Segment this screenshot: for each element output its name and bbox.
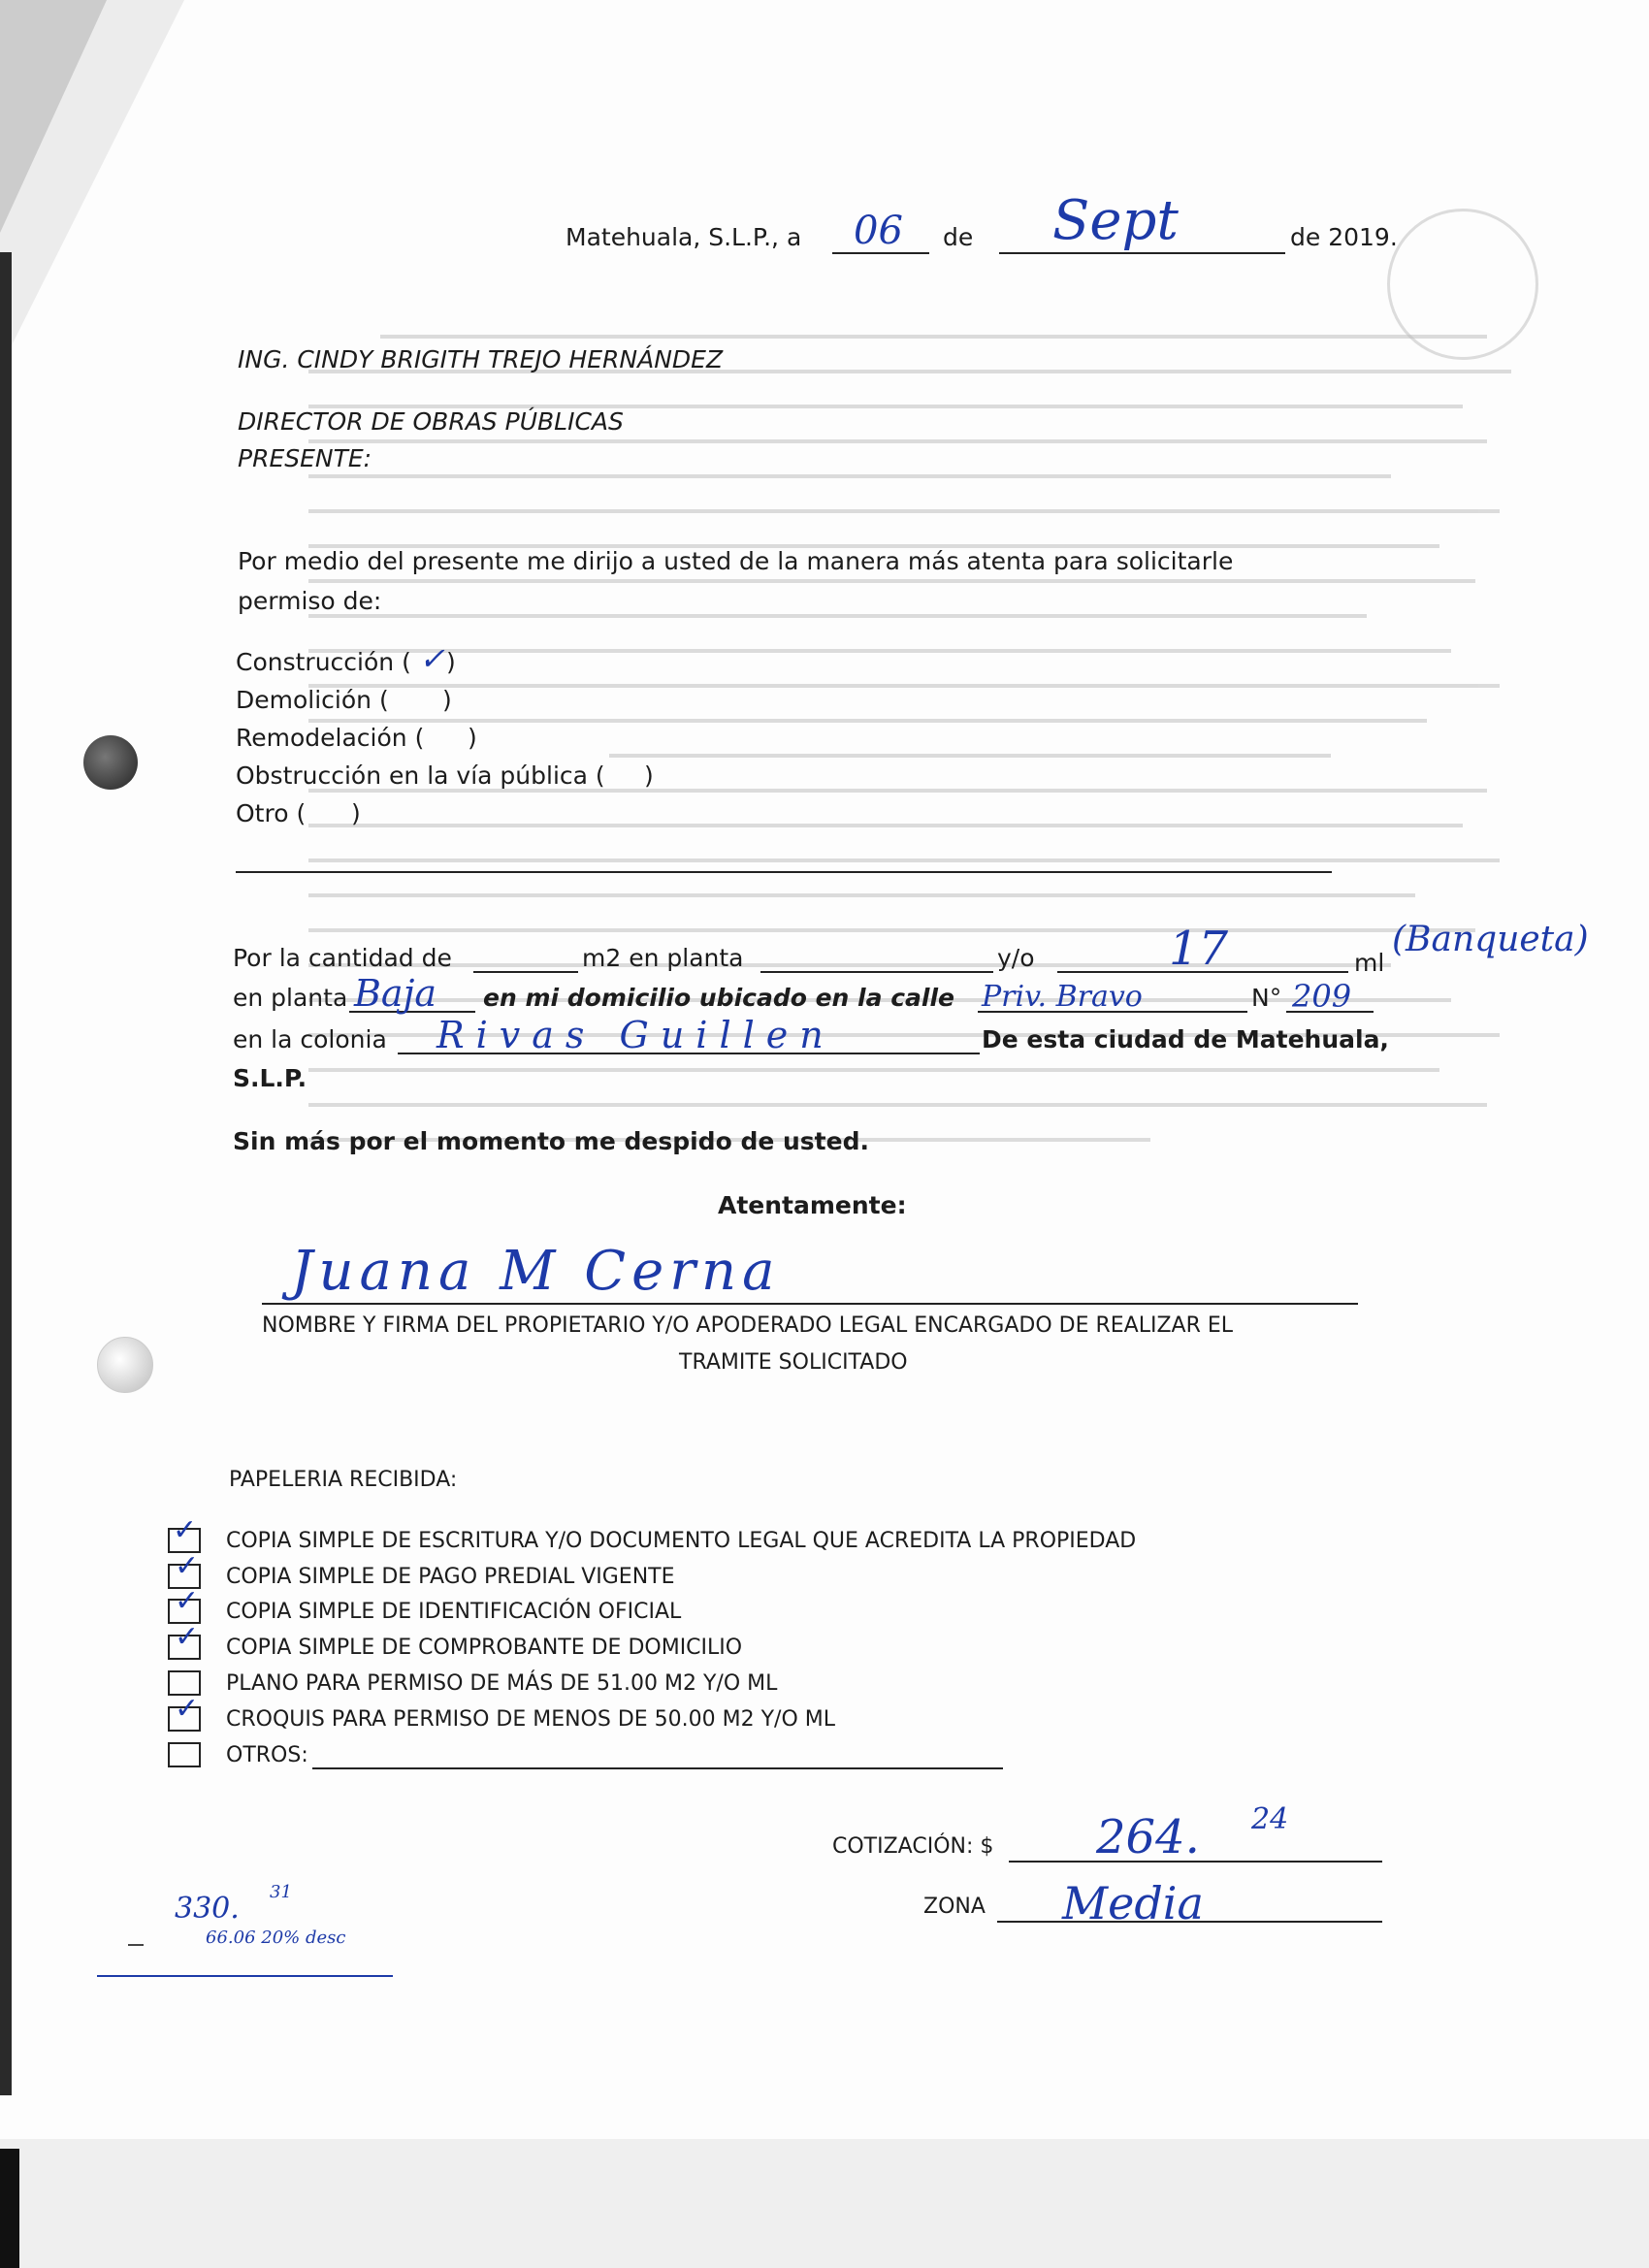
closing-atentamente: Atentamente: [718,1191,907,1219]
intro-line2: permiso de: [238,587,382,615]
option-otro-label: Otro ( [236,799,307,827]
cotizacion-label: COTIZACIÓN: $ [832,1834,994,1859]
quantity-en-planta: en planta [233,984,348,1012]
colonia-label: en la colonia [233,1025,387,1053]
colonia-value: Rivas Guillen [436,1014,835,1056]
papeleria-item-identificacion: COPIA SIMPLE DE IDENTIFICACIÓN OFICIAL [226,1600,682,1624]
note-amount-cents: 31 [270,1882,292,1902]
zona-value: Media [1062,1877,1204,1929]
quantity-m2: m2 en planta [582,944,744,972]
addressee-presente: PRESENTE: [238,444,372,472]
calle-value: Priv. Bravo [982,980,1143,1014]
papeleria-item-domicilio: COPIA SIMPLE DE COMPROBANTE DE DOMICILIO [226,1636,743,1660]
option-construccion-label: Construcción ( [236,648,411,676]
quantity-slp: S.L.P. [233,1064,307,1092]
firma-line2: TRAMITE SOLICITADO [679,1350,908,1375]
addressee-title: DIRECTOR DE OBRAS PÚBLICAS [238,407,624,436]
page-fold [0,0,184,369]
check-mark-identificacion: ✓ [175,1584,200,1618]
option-remodelacion-close: ) [468,724,477,752]
month-value: Sept [1052,189,1179,252]
papeleria-item-otros: OTROS: [226,1743,308,1767]
planta-line [760,971,993,973]
check-mark-domicilio: ✓ [175,1620,200,1654]
numero-label: N° [1251,984,1282,1012]
header-de: de [943,223,974,251]
papeleria-item-plano: PLANO PARA PERMISO DE MÁS DE 51.00 M2 Y/O ML [226,1671,778,1696]
punch-hole-bottom [97,1337,153,1393]
header-place: Matehuala, S.L.P., a [566,223,802,251]
option-construccion-mark: ✓ [419,640,445,677]
cotizacion-cents: 24 [1251,1802,1289,1836]
papeleria-title: PAPELERIA RECIBIDA: [229,1468,458,1492]
m2-line [473,971,578,973]
scan-bottom-edge [0,2149,19,2268]
check-mark-croquis: ✓ [175,1692,200,1726]
papeleria-item-escritura: COPIA SIMPLE DE ESCRITURA Y/O DOCUMENTO LEGAL QUE ACREDITA LA PROPIEDAD [226,1529,1137,1553]
intro-line1: Por medio del presente me dirijo a usted de la manera más atenta para solicitarle [238,547,1234,575]
punch-hole-top [83,735,138,790]
addressee-name: ING. CINDY BRIGITH TREJO HERNÁNDEZ [238,345,724,373]
note-dash [128,1944,144,1946]
papeleria-checkbox-otros[interactable] [168,1742,201,1767]
numero-value: 209 [1292,978,1352,1015]
quantity-prefix: Por la cantidad de [233,944,452,972]
faded-stamp [1387,209,1538,360]
option-remodelacion-label: Remodelación ( [236,724,425,752]
planta-value: Baja [354,972,437,1015]
papeleria-item-croquis: CROQUIS PARA PERMISO DE MENOS DE 50.00 M2 Y/O ML [226,1707,835,1732]
quantity-ml: ml [1354,949,1385,977]
note-discount: 66.06 20% desc [206,1928,346,1948]
note-underline [97,1975,393,1977]
option-construccion-close: ) [446,648,456,676]
firma-line1: NOMBRE Y FIRMA DEL PROPIETARIO Y/O APODERADO LEGAL ENCARGADO DE REALIZAR EL [262,1313,1233,1338]
papeleria-item-predial: COPIA SIMPLE DE PAGO PREDIAL VIGENTE [226,1565,675,1589]
check-mark-escritura: ✓ [173,1513,198,1547]
otros-line [312,1767,1003,1769]
day-value: 06 [854,209,903,253]
cotizacion-value: 264. [1096,1810,1200,1864]
note-amount: 330. [175,1892,240,1926]
month-line [999,252,1285,254]
option-obstruccion-label: Obstrucción en la vía pública ( [236,761,605,790]
closing-farewell: Sin más por el momento me despido de usted. [233,1127,869,1155]
scan-left-edge [0,252,12,2095]
header-year: de 2019. [1290,223,1398,251]
ml-note: (Banqueta) [1392,920,1589,959]
signature-line [262,1303,1358,1305]
option-demolicion-close: ) [442,686,452,714]
option-demolicion-label: Demolición ( [236,686,389,714]
check-mark-predial: ✓ [175,1549,200,1583]
option-obstruccion-close: ) [644,761,654,790]
signature: Juana M Cerna [291,1240,781,1303]
otro-line [236,871,1332,873]
quantity-ciudad: De esta ciudad de Matehuala, [982,1025,1389,1053]
quantity-domicilio: en mi domicilio ubicado en la calle [483,984,954,1012]
zona-label: ZONA [923,1895,986,1919]
option-otro-close: ) [351,799,361,827]
scan-bottom-band [0,2139,1649,2268]
ml-value: 17 [1169,922,1229,976]
quantity-yo: y/o [997,944,1035,972]
